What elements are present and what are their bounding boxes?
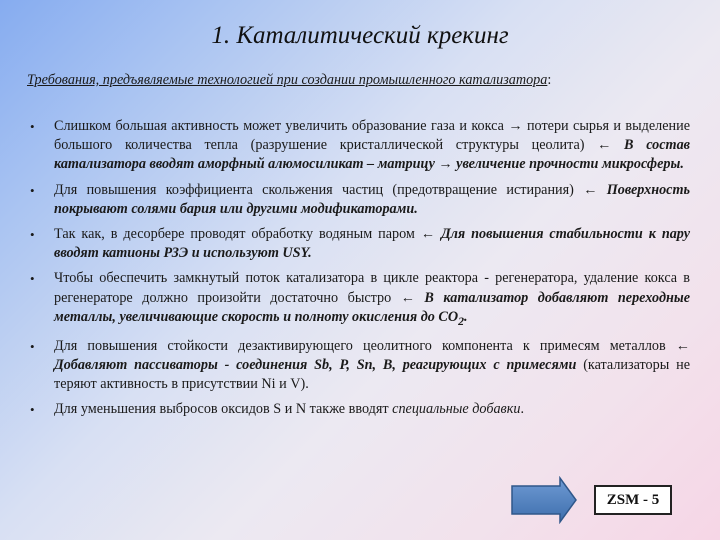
bullet: • — [30, 182, 35, 198]
list-item — [30, 225, 690, 263]
subtitle-text: Требования, предъявляемые технологией при создании промышленного катализатора — [27, 72, 548, 88]
right-arrow-icon[interactable] — [510, 476, 578, 524]
item-tail: . — [464, 308, 468, 325]
bullet: • — [30, 402, 35, 418]
item-emphasis: В катализатор добавляют переходные металлы, увеличивающие скорость и полноту окисления до СО — [54, 289, 690, 325]
item-emphasis: В состав катализатора вводят аморфный алюмосиликат – матрицу → увеличение прочности микросферы. — [54, 137, 691, 173]
bullet: • — [30, 338, 35, 354]
item-tail: . — [520, 401, 524, 418]
item-emphasis: специальные добавки — [392, 401, 521, 418]
bullet: • — [30, 119, 35, 134]
item-text: Для повышения стойкости дезактивирующего цеолитного компонента к примесям металлов ← — [54, 337, 690, 354]
zsm5-badge — [594, 485, 672, 515]
item-text: Для уменьшения выбросов оксидов S и N также вводят — [54, 401, 393, 418]
item-text: Чтобы обеспечить замкнутый поток катализатора в цикле реактора - регенератора, удаление кокса в регенераторе должно произойти достаточно быстро ← — [54, 270, 690, 306]
bullet: • — [30, 227, 35, 243]
list-item — [30, 337, 690, 395]
subtitle-colon: : — [547, 72, 552, 88]
bullet: • — [30, 271, 35, 287]
list-item — [30, 269, 690, 330]
requirements-list — [30, 117, 690, 426]
item-tail: (катализаторы не теряют активность в присутствии Ni и V). — [54, 357, 690, 393]
item-emphasis: Для повышения стабильности к пару вводят катионы РЗЭ и используют USY. — [54, 226, 691, 262]
requirements-subtitle — [27, 72, 700, 89]
item-emphasis: Добавляют пассиваторы - соединения Sb, P, Sn, B, реагирующих с примесями — [54, 357, 577, 374]
list-item — [30, 181, 690, 219]
slide-title: 1. Каталитический крекинг — [211, 22, 509, 49]
item-text: Так как, в десорбере проводят обработку водяным паром ← — [54, 226, 441, 243]
item-text: Слишком большая активность может увеличить образование газа и кокса → потери сырья и выделение большого количества тепла (разрушение кристаллической структуры цеолита) ← — [54, 118, 690, 154]
item-text: Для повышения коэффициента скольжения частиц (предотвращение истирания) ← — [54, 181, 607, 198]
item-emphasis: Поверхность покрывают солями бария или другими модификаторами. — [54, 181, 690, 217]
list-item — [30, 117, 690, 175]
item-subscript: 2 — [458, 313, 465, 328]
list-item — [30, 400, 690, 419]
badge-label: ZSM - 5 — [606, 491, 660, 508]
